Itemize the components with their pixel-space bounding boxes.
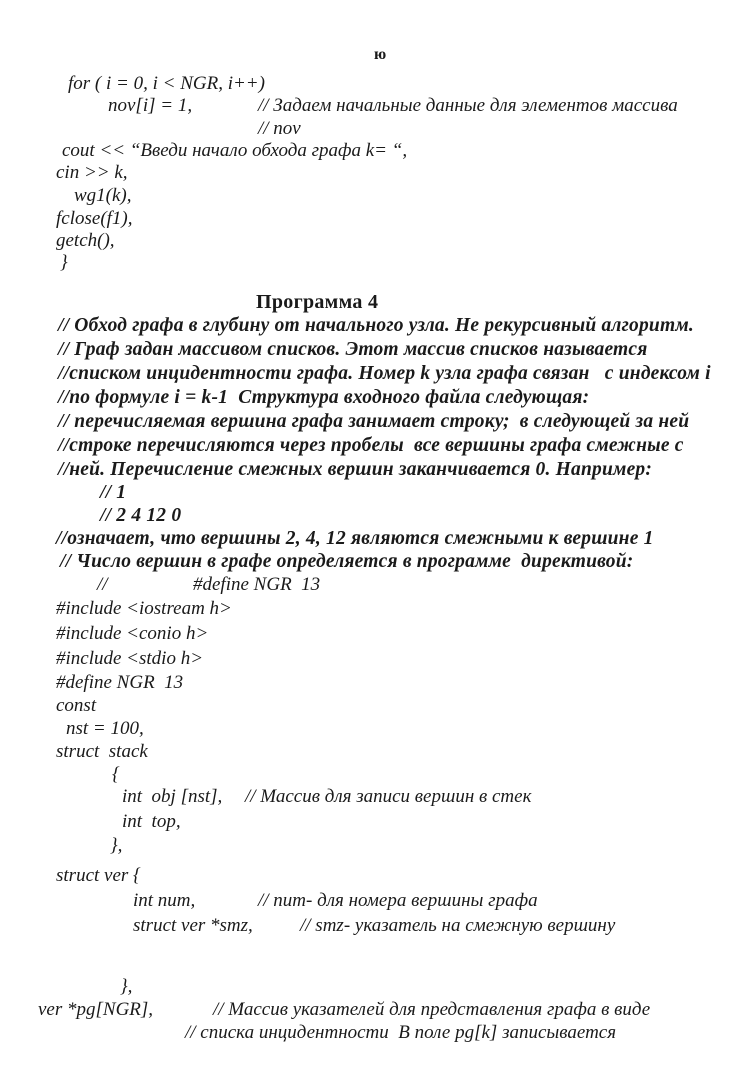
code-nst: nst = 100, [66, 718, 144, 739]
comment-desc-2: // Граф задан массивом списков. Этот массив списков называется [58, 339, 648, 360]
code-struct-ver: struct ver { [56, 865, 141, 886]
comment-desc-6: //строке перечисляются через пробелы все вершины графа смежные с [58, 435, 684, 456]
comment-desc-4: //по формуле i = k-1 Структура входного файла следующая: [58, 387, 590, 408]
comment-ver-smz: // smz- указатель на смежную вершину [300, 915, 616, 936]
code-line-cin: cin >> k, [56, 162, 128, 183]
comment-desc-8: //означает, что вершины 2, 4, 12 являются смежными к вершине 1 [56, 528, 654, 549]
comment-ver-num: // num- для номера вершины графа [258, 890, 538, 911]
code-line-wg1: wg1(k), [74, 185, 132, 206]
comment-desc-9: // Число вершин в графе определяется в программе директивой: [60, 551, 634, 572]
code-pg-array: ver *pg[NGR], [38, 999, 154, 1020]
comment-slashes: // [97, 574, 108, 595]
code-struct-stack: struct stack [56, 741, 148, 762]
code-stack-open: { [112, 764, 120, 785]
code-line-cout: cout << “Введи начало обхода графа k= “, [62, 140, 408, 161]
code-include-iostream: #include <iostream h> [56, 598, 232, 619]
code-include-stdio: #include <stdio h> [56, 648, 204, 669]
code-stack-obj: int obj [nst], [122, 786, 223, 807]
page-number: ю [374, 46, 387, 63]
code-line-for: for ( i = 0, i < NGR, i++) [68, 73, 265, 94]
code-const: const [56, 695, 97, 716]
comment-desc-7: //ней. Перечисление смежных вершин заканчивается 0. Например: [58, 459, 653, 480]
section-heading: Программа 4 [256, 291, 379, 313]
code-line-getch: getch(), [56, 230, 115, 251]
comment-desc-1: // Обход графа в глубину от начального узла. Не рекурсивный алгоритм. [58, 315, 694, 336]
code-line-brace-end: } [60, 252, 68, 273]
code-line-fclose: fclose(f1), [56, 208, 133, 229]
comment-stack-obj: // Массив для записи вершин в стек [245, 786, 532, 807]
code-ver-smz: struct ver *smz, [133, 915, 253, 936]
code-define-ngr: #define NGR 13 [56, 672, 184, 693]
code-ver-num: int num, [133, 890, 196, 911]
code-line-nov: nov[i] = 1, [108, 95, 193, 116]
comment-desc-5: // перечисляемая вершина графа занимает строку; в следующей за ней [58, 411, 690, 432]
code-include-conio: #include <conio h> [56, 623, 209, 644]
comment-example-1: // 1 [100, 482, 127, 503]
code-stack-top: int top, [122, 811, 181, 832]
comment-define-ngr: #define NGR 13 [193, 574, 321, 595]
comment-desc-3: //списком инцидентности графа. Номер k узла графа связан с индексом i [58, 363, 711, 384]
comment-nov: // nov [258, 118, 301, 139]
comment-pg-array-2: // списка инцидентности В поле pg[k] записывается [185, 1022, 617, 1043]
comment-example-2: // 2 4 12 0 [100, 505, 182, 526]
comment-pg-array: // Массив указателей для представления графа в виде [213, 999, 651, 1020]
code-stack-close: }, [110, 835, 123, 856]
code-ver-close: }, [120, 976, 133, 997]
comment-nov-init: // Задаем начальные данные для элементов массива [258, 95, 678, 116]
